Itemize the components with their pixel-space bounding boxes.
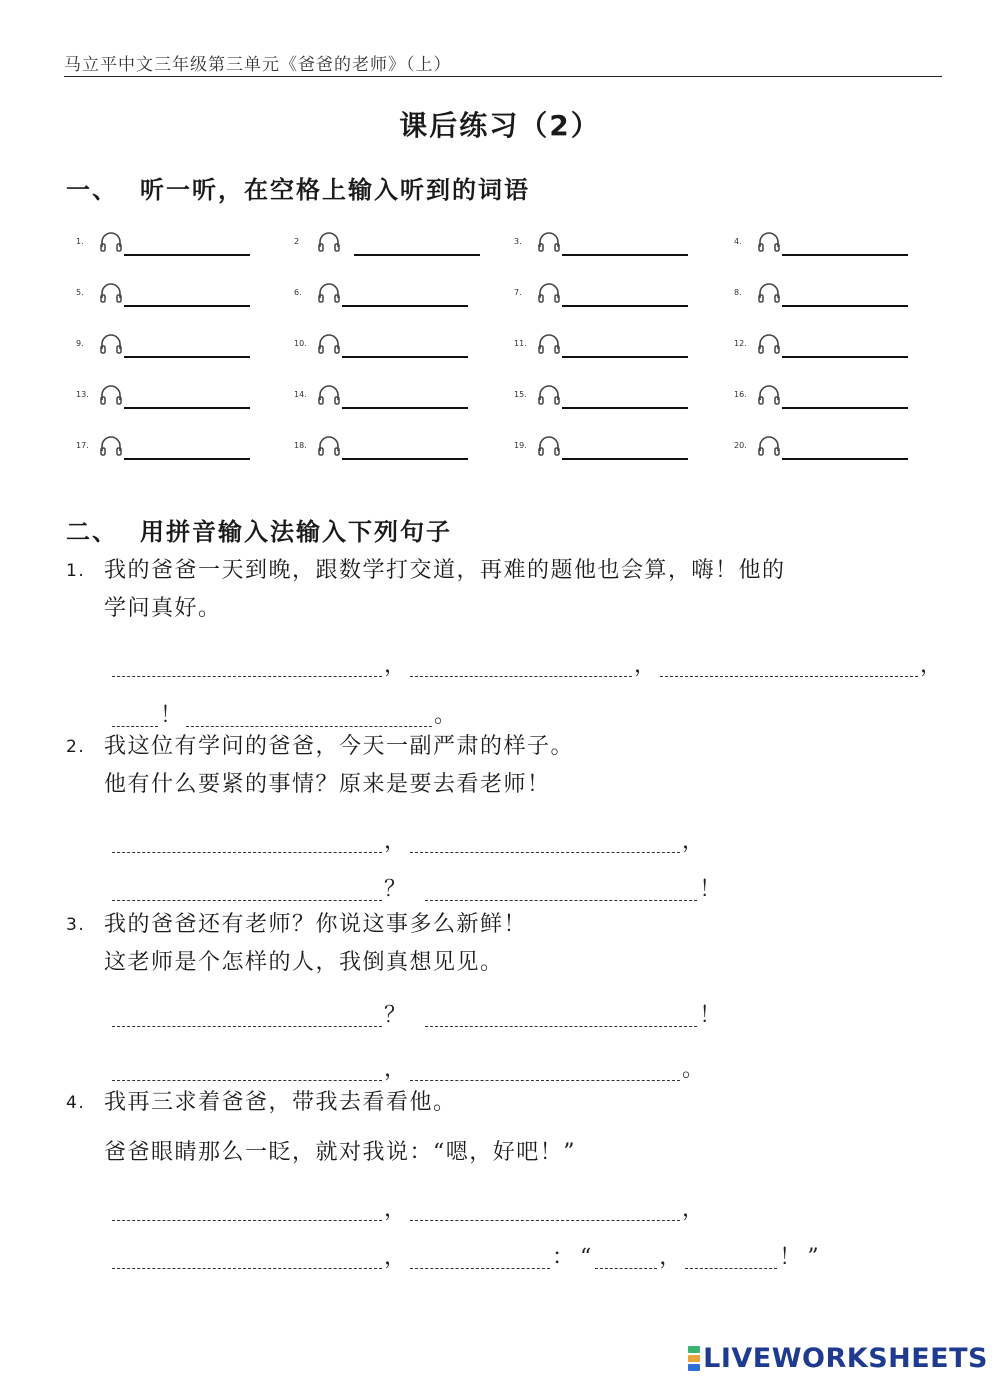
- item-number: 20.: [734, 441, 747, 450]
- answer-input[interactable]: [660, 656, 918, 677]
- logo-mark-bar: [688, 1364, 700, 1371]
- headphones-icon[interactable]: [536, 434, 562, 458]
- question-text-line1: 我的爸爸一天到晚，跟数学打交道，再难的题他也会算，嗨！他的: [104, 558, 786, 583]
- listening-item: [734, 428, 934, 468]
- answer-input[interactable]: [782, 407, 908, 409]
- answer-input[interactable]: [410, 832, 680, 853]
- answer-input[interactable]: [342, 407, 468, 409]
- answer-row: [112, 1192, 708, 1223]
- answer-input[interactable]: [410, 1200, 680, 1221]
- answer-input[interactable]: [782, 356, 908, 358]
- headphones-icon[interactable]: [316, 383, 342, 407]
- listening-row: [76, 224, 936, 275]
- item-number: 7.: [514, 288, 522, 297]
- page-header: 马立平中文三年级第三单元《爸爸的老师》（上）: [64, 50, 942, 77]
- headphones-icon[interactable]: [756, 332, 782, 356]
- punctuation: 。: [434, 703, 459, 728]
- punctuation: ，: [634, 653, 659, 678]
- question-1: [66, 552, 946, 628]
- punctuation: ，: [682, 829, 707, 854]
- headphones-icon[interactable]: [316, 332, 342, 356]
- listening-item: [514, 428, 714, 468]
- question-number: 3.: [66, 915, 86, 935]
- answer-input[interactable]: [124, 305, 250, 307]
- answer-input[interactable]: [124, 458, 250, 460]
- item-number: 1.: [76, 237, 84, 246]
- listening-row: [76, 377, 936, 428]
- punctuation: ：: [552, 1245, 577, 1270]
- listening-item: [294, 224, 494, 264]
- listening-row: [76, 326, 936, 377]
- headphones-icon[interactable]: [98, 434, 124, 458]
- item-number: 11.: [514, 339, 527, 348]
- item-number: 10.: [294, 339, 307, 348]
- answer-input[interactable]: [410, 1060, 680, 1081]
- answer-input[interactable]: [410, 656, 632, 677]
- liveworksheets-logo: [688, 1343, 988, 1373]
- headphones-icon[interactable]: [536, 281, 562, 305]
- question-number: 1.: [66, 561, 86, 581]
- answer-input[interactable]: [562, 407, 688, 409]
- headphones-icon[interactable]: [98, 383, 124, 407]
- section-1-heading: [66, 170, 530, 205]
- answer-input[interactable]: [112, 1060, 382, 1081]
- punctuation: ，: [682, 1197, 707, 1222]
- item-number: 5.: [76, 288, 84, 297]
- answer-row: [112, 1240, 823, 1271]
- answer-input[interactable]: [186, 706, 432, 727]
- item-number: 4.: [734, 237, 742, 246]
- section-2-number: 二、: [66, 518, 118, 546]
- listening-row: [76, 428, 936, 479]
- headphones-icon[interactable]: [316, 230, 342, 254]
- section-2-heading: [66, 512, 452, 547]
- answer-input[interactable]: [782, 305, 908, 307]
- section-1-number: 一、: [66, 176, 118, 204]
- listening-item: [76, 428, 276, 468]
- answer-input[interactable]: [562, 356, 688, 358]
- answer-input[interactable]: [782, 458, 908, 460]
- punctuation: ”: [807, 1245, 821, 1270]
- item-number: 2: [294, 237, 300, 246]
- punctuation: ！: [699, 1003, 724, 1028]
- answer-row: [112, 698, 460, 729]
- listening-item: [76, 275, 276, 315]
- listening-item: [76, 326, 276, 366]
- answer-input[interactable]: [354, 254, 480, 256]
- logo-text: LIVEWORKSHEETS: [703, 1342, 988, 1374]
- answer-input[interactable]: [782, 254, 908, 256]
- listening-grid: [76, 224, 936, 479]
- question-text-line2: 爸爸眼睛那么一眨，就对我说：“嗯，好吧！”: [104, 1140, 576, 1165]
- question-text-line1: 我再三求着爸爸，带我去看看他。: [104, 1090, 457, 1115]
- punctuation: ？: [384, 1003, 409, 1028]
- answer-row: [112, 1052, 708, 1083]
- question-3: [66, 906, 946, 982]
- question-text-line2: 这老师是个怎样的人，我倒真想见见。: [104, 950, 504, 975]
- punctuation: ，: [384, 1057, 409, 1082]
- item-number: 8.: [734, 288, 742, 297]
- listening-item: [294, 275, 494, 315]
- listening-row: [76, 275, 936, 326]
- answer-input[interactable]: [112, 1200, 382, 1221]
- logo-mark-bar: [688, 1346, 700, 1353]
- headphones-icon[interactable]: [536, 332, 562, 356]
- listening-item: [514, 326, 714, 366]
- item-number: 15.: [514, 390, 527, 399]
- listening-item: [294, 326, 494, 366]
- question-text-line1: 我这位有学问的爸爸，今天一副严肃的样子。: [104, 734, 575, 759]
- punctuation: ，: [384, 829, 409, 854]
- question-text-line2: 学问真好。: [104, 596, 222, 621]
- answer-row: [112, 998, 725, 1029]
- listening-item: [76, 224, 276, 264]
- answer-input[interactable]: [685, 1248, 777, 1269]
- item-number: 3.: [514, 237, 522, 246]
- answer-input[interactable]: [562, 305, 688, 307]
- answer-input[interactable]: [410, 1248, 550, 1269]
- item-number: 9.: [76, 339, 84, 348]
- punctuation: ？: [384, 877, 409, 902]
- answer-input[interactable]: [124, 407, 250, 409]
- answer-input[interactable]: [425, 880, 697, 901]
- item-number: 19.: [514, 441, 527, 450]
- logo-mark-bar: [688, 1355, 700, 1362]
- answer-input[interactable]: [112, 656, 382, 677]
- punctuation: ，: [659, 1245, 684, 1270]
- item-number: 17.: [76, 441, 89, 450]
- headphones-icon[interactable]: [316, 281, 342, 305]
- headphones-icon[interactable]: [756, 383, 782, 407]
- headphones-icon[interactable]: [536, 230, 562, 254]
- answer-row: [112, 872, 725, 903]
- listening-item: [734, 377, 934, 417]
- punctuation: “: [580, 1245, 594, 1270]
- punctuation: 。: [682, 1057, 707, 1082]
- question-number: 2.: [66, 737, 86, 757]
- headphones-icon[interactable]: [756, 230, 782, 254]
- item-number: 14.: [294, 390, 307, 399]
- punctuation: ，: [384, 1197, 409, 1222]
- question-text-line1: 我的爸爸还有老师？你说这事多么新鲜！: [104, 912, 528, 937]
- listening-item: [514, 377, 714, 417]
- page-title: 课后练习（2）: [399, 109, 601, 142]
- question-2: [66, 728, 946, 804]
- answer-input[interactable]: [124, 254, 250, 256]
- listening-item: [734, 326, 934, 366]
- listening-item: [734, 275, 934, 315]
- answer-input[interactable]: [112, 1006, 382, 1027]
- listening-item: [294, 377, 494, 417]
- punctuation: ，: [384, 653, 409, 678]
- listening-item: [734, 224, 934, 264]
- answer-input[interactable]: [342, 356, 468, 358]
- logo-mark-icon: [688, 1345, 700, 1372]
- punctuation: ！: [779, 1245, 804, 1270]
- answer-input[interactable]: [112, 832, 382, 853]
- headphones-icon[interactable]: [756, 281, 782, 305]
- headphones-icon[interactable]: [98, 332, 124, 356]
- answer-input[interactable]: [562, 458, 688, 460]
- headphones-icon[interactable]: [98, 281, 124, 305]
- answer-input[interactable]: [425, 1006, 697, 1027]
- answer-input[interactable]: [112, 1248, 382, 1269]
- item-number: 16.: [734, 390, 747, 399]
- punctuation: ！: [160, 703, 185, 728]
- item-number: 18.: [294, 441, 307, 450]
- item-number: 12.: [734, 339, 747, 348]
- headphones-icon[interactable]: [316, 434, 342, 458]
- answer-input[interactable]: [562, 254, 688, 256]
- answer-input[interactable]: [342, 458, 468, 460]
- headphones-icon[interactable]: [756, 434, 782, 458]
- section-1-label: 听一听，在空格上输入听到的词语: [140, 176, 530, 204]
- question-text-line2: 他有什么要紧的事情？原来是要去看老师！: [104, 772, 551, 797]
- listening-item: [294, 428, 494, 468]
- answer-row: [112, 824, 708, 855]
- answer-input[interactable]: [112, 706, 158, 727]
- answer-input[interactable]: [124, 356, 250, 358]
- punctuation: ，: [920, 653, 945, 678]
- listening-item: [76, 377, 276, 417]
- question-4: [66, 1084, 946, 1172]
- answer-row: [112, 648, 946, 679]
- listening-item: [514, 224, 714, 264]
- item-number: 13.: [76, 390, 89, 399]
- punctuation: ！: [699, 877, 724, 902]
- listening-item: [514, 275, 714, 315]
- answer-input[interactable]: [595, 1248, 657, 1269]
- item-number: 6.: [294, 288, 302, 297]
- question-number: 4.: [66, 1093, 86, 1113]
- answer-input[interactable]: [342, 305, 468, 307]
- answer-input[interactable]: [112, 880, 382, 901]
- headphones-icon[interactable]: [98, 230, 124, 254]
- punctuation: ，: [384, 1245, 409, 1270]
- headphones-icon[interactable]: [536, 383, 562, 407]
- section-2-label: 用拼音输入法输入下列句子: [140, 518, 452, 546]
